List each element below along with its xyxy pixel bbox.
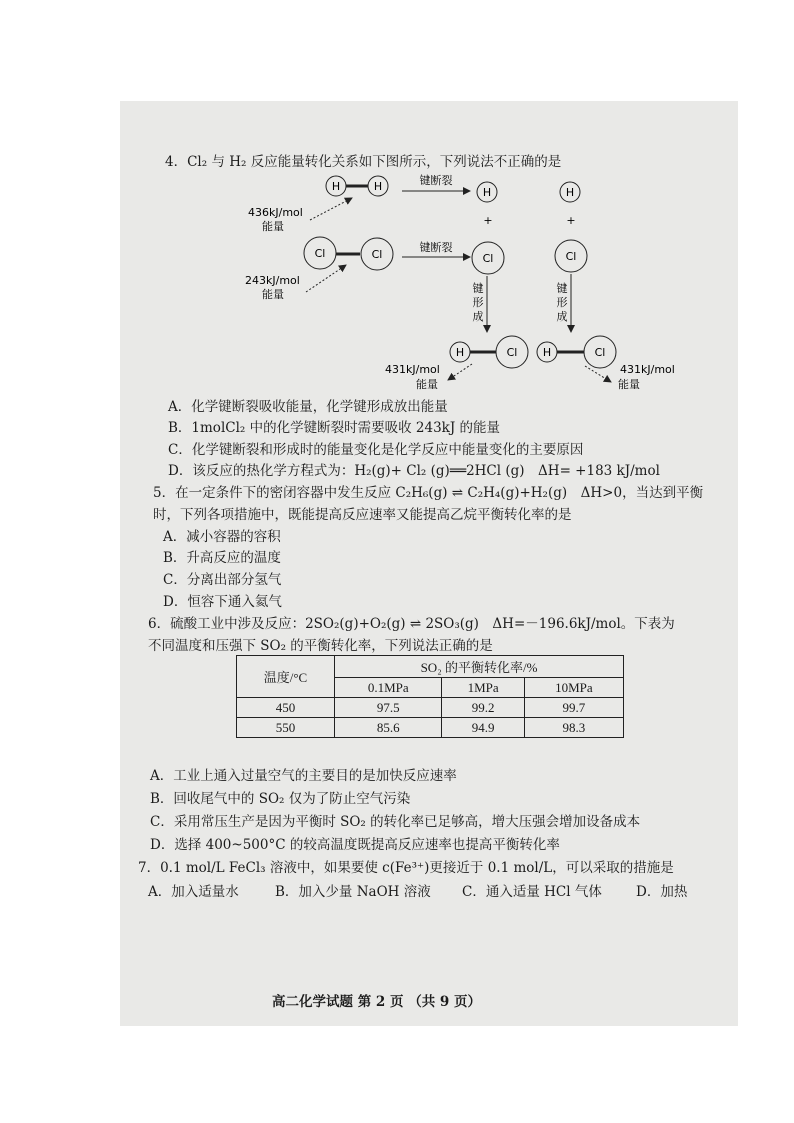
q6-option-c: C．采用常压生产是因为平衡时 SO₂ 的转化率已足够高，增大压强会增加设备成本 [150, 814, 641, 830]
energy-out-arrow [448, 364, 472, 380]
q4-option-a: A．化学键断裂吸收能量，化学键形成放出能量 [168, 399, 448, 415]
pressure-header: 10MPa [524, 678, 623, 698]
energy-out-arrow [585, 366, 611, 382]
table-row [237, 718, 624, 738]
page-footer: 高二化学试题 第 2 页 （共 9 页） [272, 994, 481, 1010]
temp-cell: 550 [237, 718, 335, 738]
bond-break-label: 键断裂 [419, 241, 453, 254]
q5-stem-line1: 5．在一定条件下的密闭容器中发生反应 C₂H₆(g) ⇌ C₂H₄(g)+H₂(g) ΔH>0，当达到平衡 [153, 485, 704, 501]
q7-option-a: A．加入适量水 [148, 884, 239, 900]
q4-option-b: B．1molCl₂ 中的化学键断裂时需要吸收 243kJ 的能量 [168, 420, 501, 436]
e-cl2-value: 243kJ/mol [245, 274, 300, 287]
q7-option-b: B．加入少量 NaOH 溶液 [275, 884, 431, 900]
q6-option-b: B．回收尾气中的 SO₂ 仅为了防止空气污染 [150, 791, 411, 807]
value-cell: 85.6 [335, 718, 442, 738]
atom-label: H [373, 180, 383, 193]
energy-in-arrow [306, 265, 346, 292]
atom-label: Cl [371, 248, 383, 261]
bond-form-label: 形 [556, 296, 568, 309]
table-row [237, 698, 624, 718]
e-h2-value: 436kJ/mol [248, 206, 303, 219]
q6-stem-line2: 不同温度和压强下 SO₂ 的平衡转化率，下列说法正确的是 [148, 638, 493, 654]
h2-molecule [326, 176, 388, 196]
bond-form-label: 成 [472, 310, 484, 323]
q6-option-a: A．工业上通入过量空气的主要目的是加快反应速率 [150, 768, 457, 784]
temp-cell: 450 [237, 698, 335, 718]
temp-header: 温度/°C [237, 656, 335, 698]
value-cell: 99.2 [442, 698, 524, 718]
q7-option-d: D．加热 [636, 884, 688, 900]
atom-label: H [482, 186, 492, 199]
q5-option-b: B．升高反应的温度 [163, 550, 281, 566]
q5-option-d: D．恒容下通入氦气 [163, 594, 282, 610]
bond-form-label: 键 [556, 282, 568, 295]
energy-diagram [0, 0, 794, 400]
atom-label: Cl [482, 252, 494, 265]
q7-stem: 7．0.1 mol/L FeCl₃ 溶液中，如果要使 c(Fe³⁺)更接近于 0.1 mol/L，可以采取的措施是 [138, 860, 674, 876]
e-hcl-right-value: 431kJ/mol [620, 363, 675, 376]
atom-label: Cl [314, 247, 326, 260]
plus-sign: + [566, 214, 576, 227]
rate-header: SO₂ 的平衡转化率/% [335, 656, 624, 678]
hcl-molecule [537, 336, 616, 368]
atom-label: Cl [506, 346, 518, 359]
e-cl2-word: 能量 [262, 288, 284, 301]
atom-label: H [331, 180, 341, 193]
bond-form-label: 键 [472, 282, 484, 295]
q7-option-c: C．通入适量 HCl 气体 [462, 884, 602, 900]
energy-in-arrow [310, 198, 352, 220]
value-cell: 97.5 [335, 698, 442, 718]
value-cell: 99.7 [524, 698, 623, 718]
pressure-header: 1MPa [442, 678, 524, 698]
q5-option-a: A．减小容器的容积 [163, 529, 281, 545]
q4-option-c: C．化学键断裂和形成时的能量变化是化学反应中能量变化的主要原因 [168, 442, 584, 458]
value-cell: 98.3 [524, 718, 623, 738]
bond-form-label: 形 [472, 296, 484, 309]
atom-label: H [455, 346, 465, 359]
value-cell: 94.9 [442, 718, 524, 738]
atom-label: Cl [594, 346, 606, 359]
hcl-molecule [450, 336, 528, 368]
atom-label: Cl [565, 250, 577, 263]
q5-stem-line2: 时，下列各项措施中，既能提高反应速率又能提高乙烷平衡转化率的是 [153, 507, 572, 523]
cl2-molecule [304, 237, 393, 270]
e-hcl-right-word: 能量 [618, 378, 640, 391]
bond-form-label: 成 [556, 310, 568, 323]
so2-conversion-table [236, 655, 624, 738]
plus-sign: + [483, 214, 493, 227]
q6-stem-line1: 6．硫酸工业中涉及反应：2SO₂(g)+O₂(g) ⇌ 2SO₃(g) ΔH=－196.6kJ/mol。下表为 [148, 616, 675, 632]
atom-label: H [542, 346, 552, 359]
pressure-header: 0.1MPa [335, 678, 442, 698]
e-hcl-left-word: 能量 [416, 378, 438, 391]
q4-stem: 4．Cl₂ 与 H₂ 反应能量转化关系如下图所示，下列说法不正确的是 [165, 154, 562, 170]
bond-break-label: 键断裂 [419, 174, 453, 187]
e-h2-word: 能量 [262, 220, 284, 233]
q6-option-d: D．选择 400~500°C 的较高温度既提高反应速率也提高平衡转化率 [150, 837, 560, 853]
atom-label: H [565, 186, 575, 199]
q4-option-d: D．该反应的热化学方程式为：H₂(g)+ Cl₂ (g)══2HCl (g) ΔH= +183 kJ/mol [168, 463, 660, 479]
q5-option-c: C．分离出部分氢气 [163, 572, 282, 588]
e-hcl-left-value: 431kJ/mol [385, 363, 440, 376]
